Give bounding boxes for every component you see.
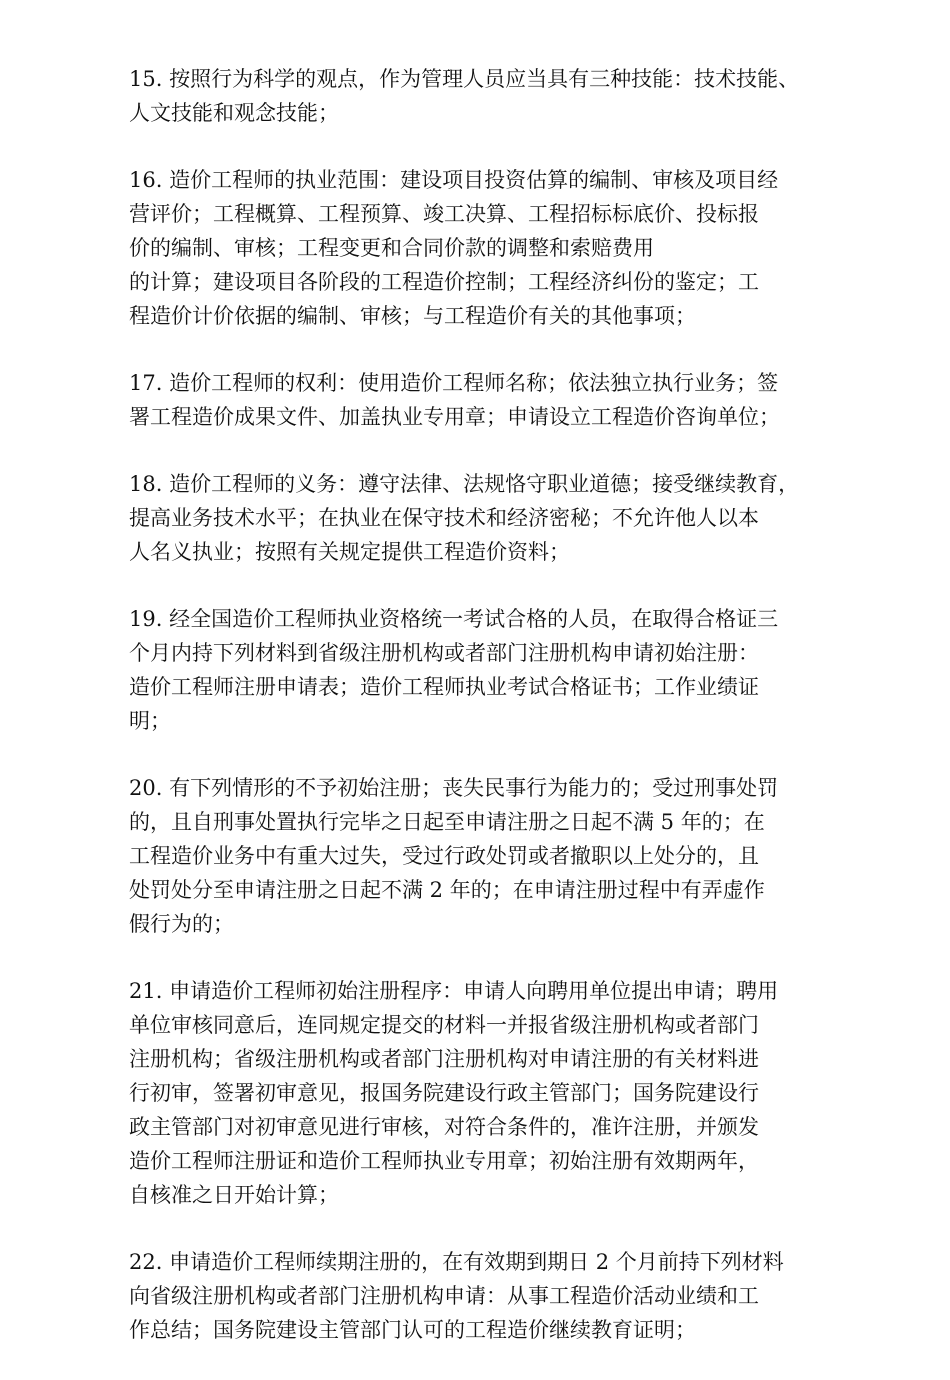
text-line: 的，且自刑事处置执行完毕之日起至申请注册之日起不满 5 年的；在 — [129, 810, 765, 834]
text-line: 15. 按照行为科学的观点，作为管理人员应当具有三种技能：技术技能、 — [129, 67, 800, 91]
text-line: 明； — [129, 709, 171, 733]
paragraph-16 — [129, 163, 859, 333]
text-line: 17. 造价工程师的权利：使用造价工程师名称；依法独立执行业务；签 — [129, 371, 779, 395]
paragraph-19 — [129, 602, 859, 738]
text-line: 单位审核同意后，连同规定提交的材料一并报省级注册机构或者部门 — [129, 1013, 759, 1037]
text-line: 人名义执业；按照有关规定提供工程造价资料； — [129, 540, 570, 564]
text-line: 处罚处分至申请注册之日起不满 2 年的；在申请注册过程中有弄虚作 — [129, 878, 765, 902]
text-line: 程造价计价依据的编制、审核；与工程造价有关的其他事项； — [129, 304, 696, 328]
text-line: 16. 造价工程师的执业范围：建设项目投资估算的编制、审核及项目经 — [129, 168, 779, 192]
text-line: 工程造价业务中有重大过失，受过行政处罚或者撤职以上处分的，且 — [129, 844, 759, 868]
text-line: 价的编制、审核；工程变更和合同价款的调整和索赔费用 — [129, 236, 654, 260]
text-line: 假行为的； — [129, 912, 234, 936]
paragraph-22 — [129, 1245, 859, 1347]
text-line: 自核准之日开始计算； — [129, 1183, 339, 1207]
text-line: 的计算；建设项目各阶段的工程造价控制；工程经济纠份的鉴定；工 — [129, 270, 759, 294]
text-line: 18. 造价工程师的义务：遵守法律、法规恪守职业道德；接受继续教育， — [129, 472, 800, 496]
text-line: 22. 申请造价工程师续期注册的，在有效期到期日 2 个月前持下列材料 — [129, 1250, 784, 1274]
text-line: 造价工程师注册申请表；造价工程师执业考试合格证书；工作业绩证 — [129, 675, 759, 699]
text-line: 20. 有下列情形的不予初始注册；丧失民事行为能力的；受过刑事处罚 — [129, 776, 779, 800]
paragraph-17 — [129, 366, 859, 434]
paragraph-21 — [129, 974, 859, 1212]
text-line: 营评价；工程概算、工程预算、竣工决算、工程招标标底价、投标报 — [129, 202, 759, 226]
paragraph-18 — [129, 467, 859, 569]
text-line: 署工程造价成果文件、加盖执业专用章；申请设立工程造价咨询单位； — [129, 405, 780, 429]
text-line: 21. 申请造价工程师初始注册程序：申请人向聘用单位提出申请；聘用 — [129, 979, 779, 1003]
text-line: 个月内持下列材料到省级注册机构或者部门注册机构申请初始注册： — [129, 641, 759, 665]
text-line: 造价工程师注册证和造价工程师执业专用章；初始注册有效期两年， — [129, 1149, 759, 1173]
text-line: 注册机构；省级注册机构或者部门注册机构对申请注册的有关材料进 — [129, 1047, 759, 1071]
text-line: 向省级注册机构或者部门注册机构申请：从事工程造价活动业绩和工 — [129, 1284, 759, 1308]
paragraph-15 — [129, 62, 859, 130]
text-line: 19. 经全国造价工程师执业资格统一考试合格的人员，在取得合格证三 — [129, 607, 779, 631]
text-line: 政主管部门对初审意见进行审核，对符合条件的，准许注册，并颁发 — [129, 1115, 759, 1139]
text-line: 人文技能和观念技能； — [129, 101, 339, 125]
paragraph-20 — [129, 771, 859, 941]
text-line: 作总结；国务院建设主管部门认可的工程造价继续教育证明； — [129, 1318, 696, 1342]
text-line: 行初审，签署初审意见，报国务院建设行政主管部门；国务院建设行 — [129, 1081, 759, 1105]
text-line: 提高业务技术水平；在执业在保守技术和经济密秘；不允许他人以本 — [129, 506, 759, 530]
document-body — [129, 62, 859, 1380]
